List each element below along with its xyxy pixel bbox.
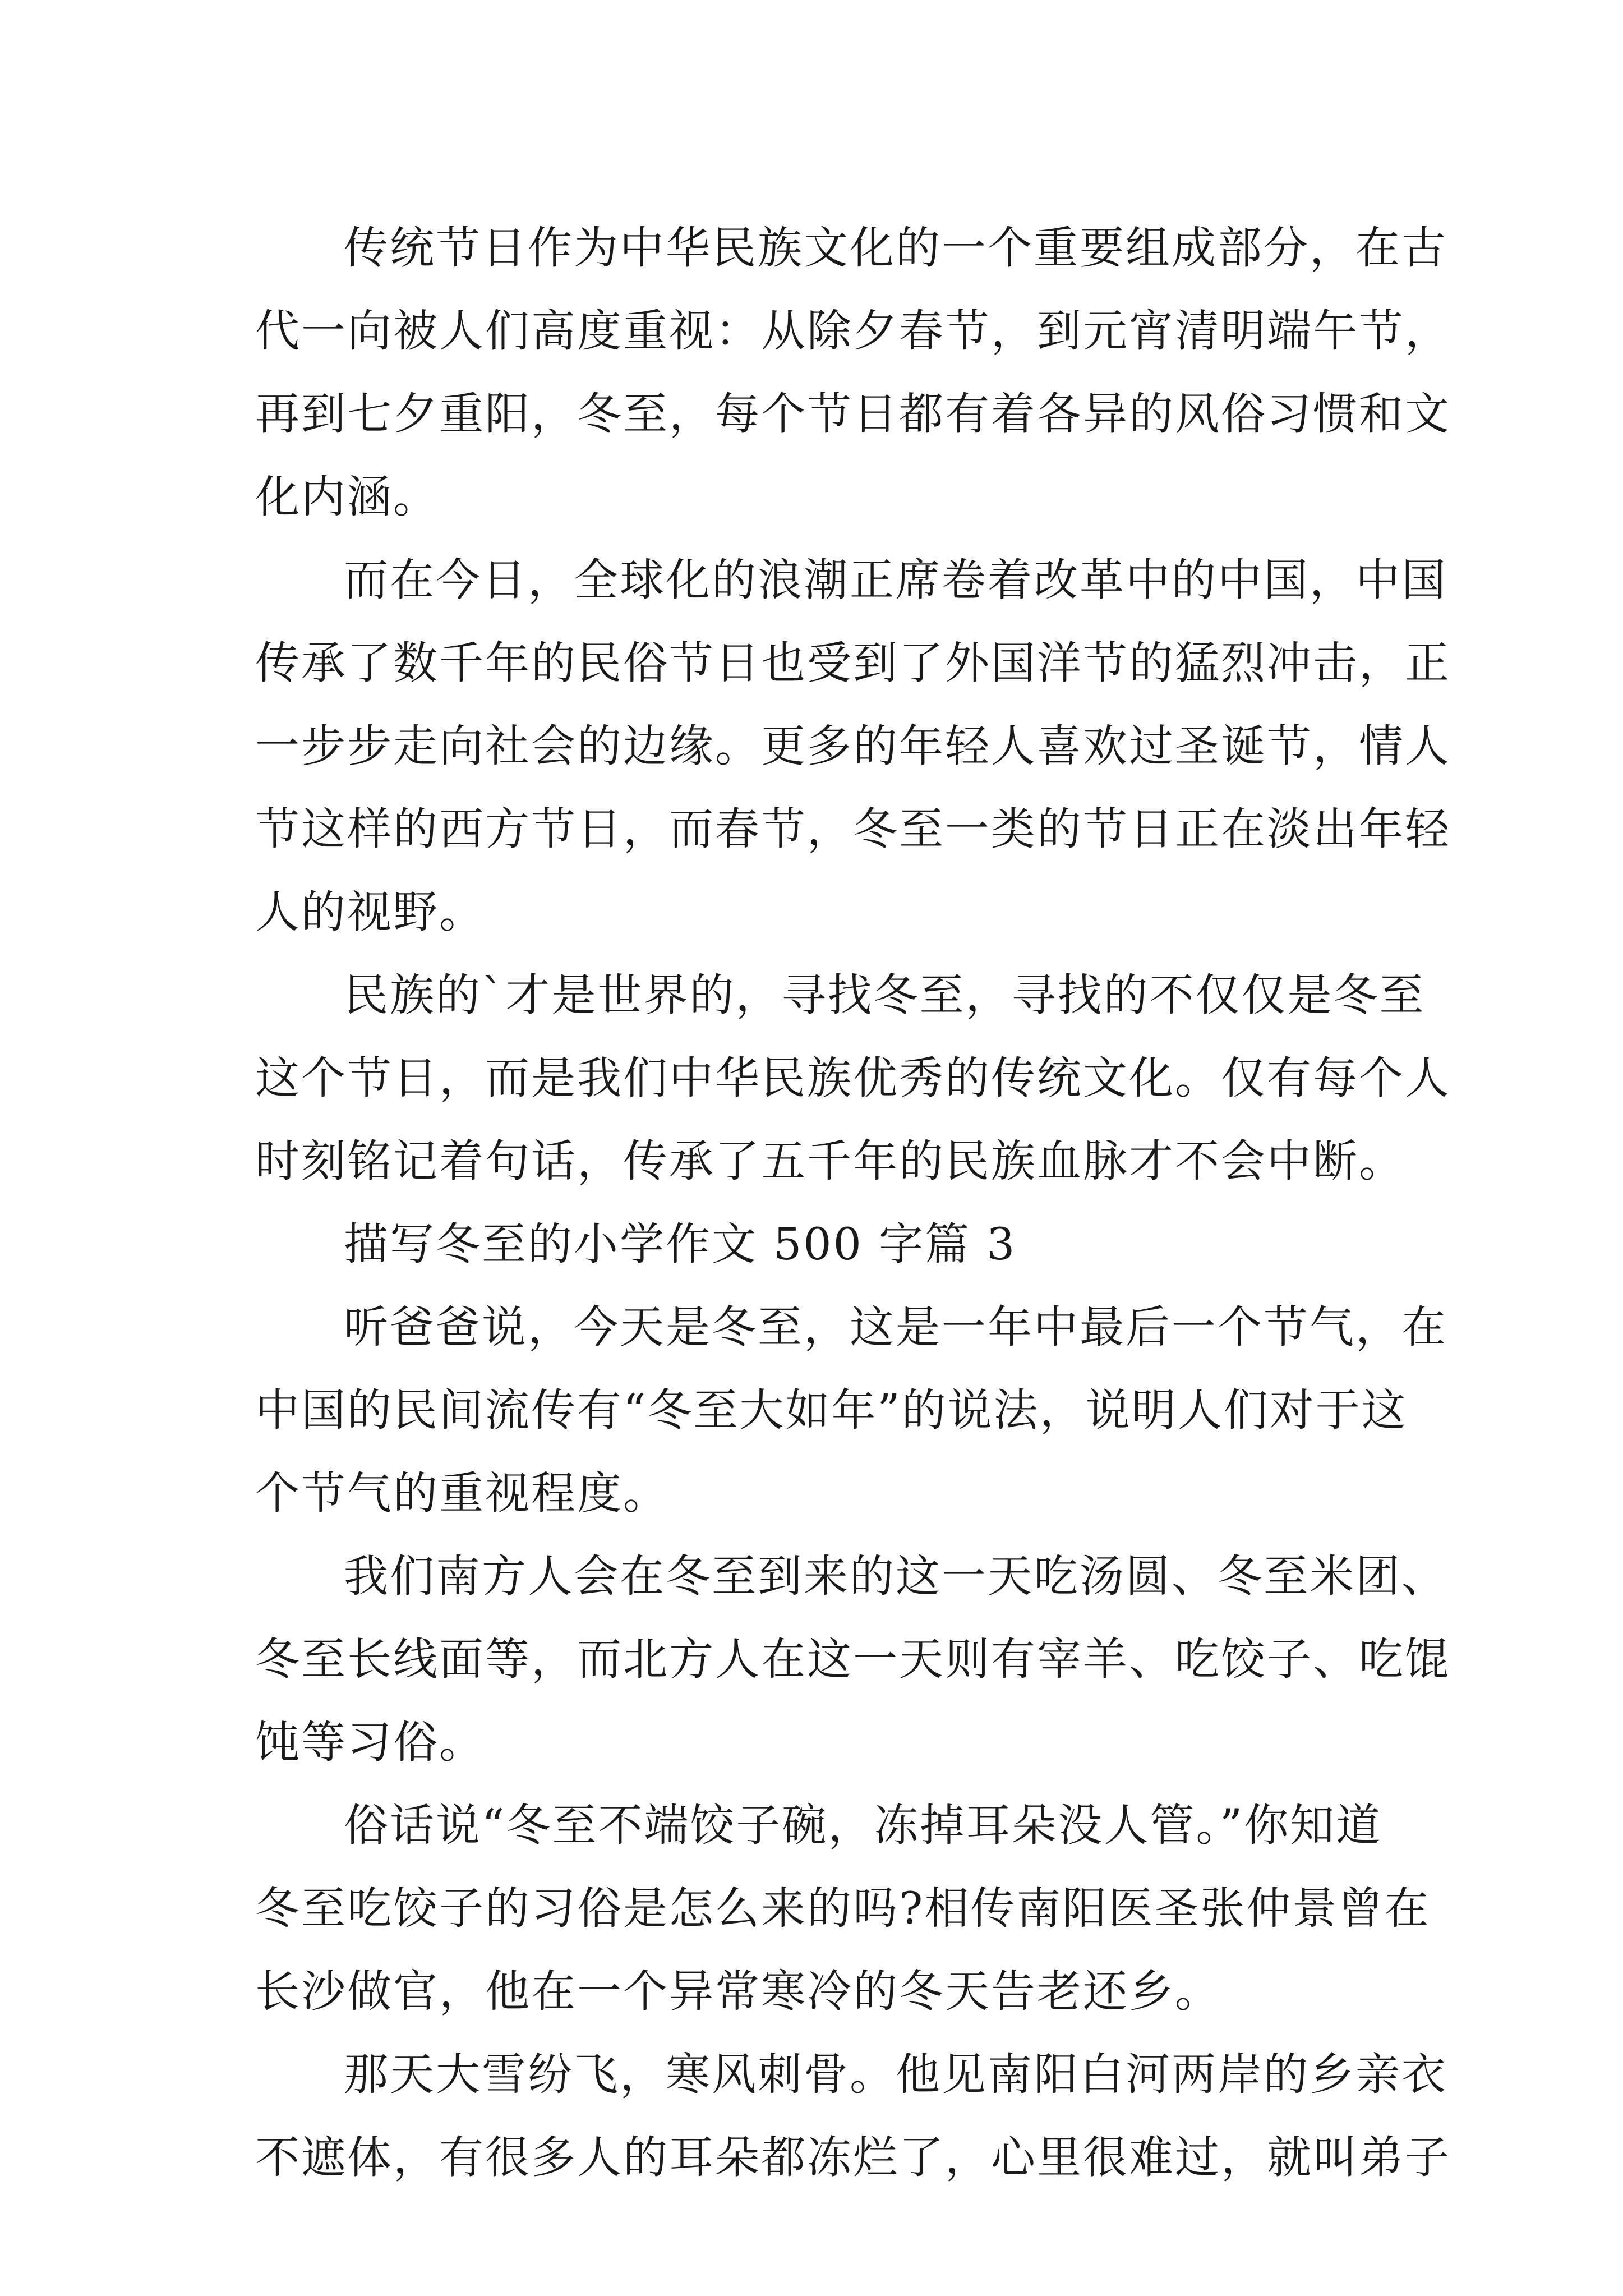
text-line: 人的视野。 — [255, 886, 485, 938]
text-line: 代一向被人们高度重视：从除夕春节，到元宵清明端午节， — [255, 305, 1451, 357]
text-line: 这个节日，而是我们中华民族优秀的传统文化。仅有每个人 — [255, 1052, 1451, 1104]
text-line: 传统节日作为中华民族文化的一个重要组成部分，在古 — [344, 222, 1447, 274]
text-line: 时刻铭记着句话，传承了五千年的民族血脉才不会中断。 — [255, 1135, 1405, 1187]
text-line: 中国的民间流传有“冬至大如年”的说法，说明人们对于这 — [255, 1384, 1408, 1436]
paragraph-3 — [255, 954, 1451, 1203]
paragraph-1 — [255, 206, 1451, 539]
text-line: 民族的`才是世界的，寻找冬至，寻找的不仅仅是冬至 — [344, 969, 1426, 1021]
text-line: 再到七夕重阳，冬至，每个节日都有着各异的风俗习惯和文 — [255, 388, 1451, 440]
text-line: 饨等习俗。 — [255, 1717, 485, 1768]
text-line: 个节气的重视程度。 — [255, 1467, 669, 1519]
text-line: 节这样的西方节日，而春节，冬至一类的节日正在淡出年轻 — [255, 803, 1451, 855]
text-line: 一步步走向社会的边缘。更多的年轻人喜欢过圣诞节，情人 — [255, 720, 1451, 772]
paragraph-2 — [255, 539, 1451, 954]
text-line: 冬至长线面等，而北方人在这一天则有宰羊、吃饺子、吃馄 — [255, 1634, 1451, 1685]
text-line: 不遮体，有很多人的耳朵都冻烂了，心里很难过，就叫弟子 — [255, 2132, 1451, 2183]
section-heading — [255, 1203, 1394, 1286]
heading-line: 描写冬至的小学作文 500 字篇 3 — [344, 1218, 1017, 1270]
text-line: 传承了数千年的民俗节日也受到了外国洋节的猛烈冲击，正 — [255, 637, 1451, 689]
text-line: 化内涵。 — [255, 471, 439, 523]
text-line: 听爸爸说，今天是冬至，这是一年中最后一个节气，在 — [344, 1301, 1447, 1353]
text-line: 冬至吃饺子的习俗是怎么来的吗?相传南阳医圣张仲景曾在 — [255, 1883, 1431, 1934]
document-body — [255, 206, 1451, 2199]
text-line: 而在今日，全球化的浪潮正席卷着改革中的中国，中国 — [344, 554, 1447, 606]
paragraph-5 — [255, 1286, 1447, 1535]
paragraph-7 — [255, 1784, 1431, 2033]
paragraph-6 — [255, 1535, 1451, 1784]
text-line: 那天大雪纷飞，寒风刺骨。他见南阳白河两岸的乡亲衣 — [344, 2049, 1447, 2100]
text-line: 俗话说“冬至不端饺子碗，冻掉耳朵没人管。”你知道 — [344, 1800, 1382, 1851]
text-line: 长沙做官，他在一个异常寒冷的冬天告老还乡。 — [255, 1966, 1221, 2017]
text-line: 我们南方人会在冬至到来的这一天吃汤圆、冬至米团、 — [344, 1550, 1447, 1602]
paragraph-8 — [255, 2033, 1451, 2199]
